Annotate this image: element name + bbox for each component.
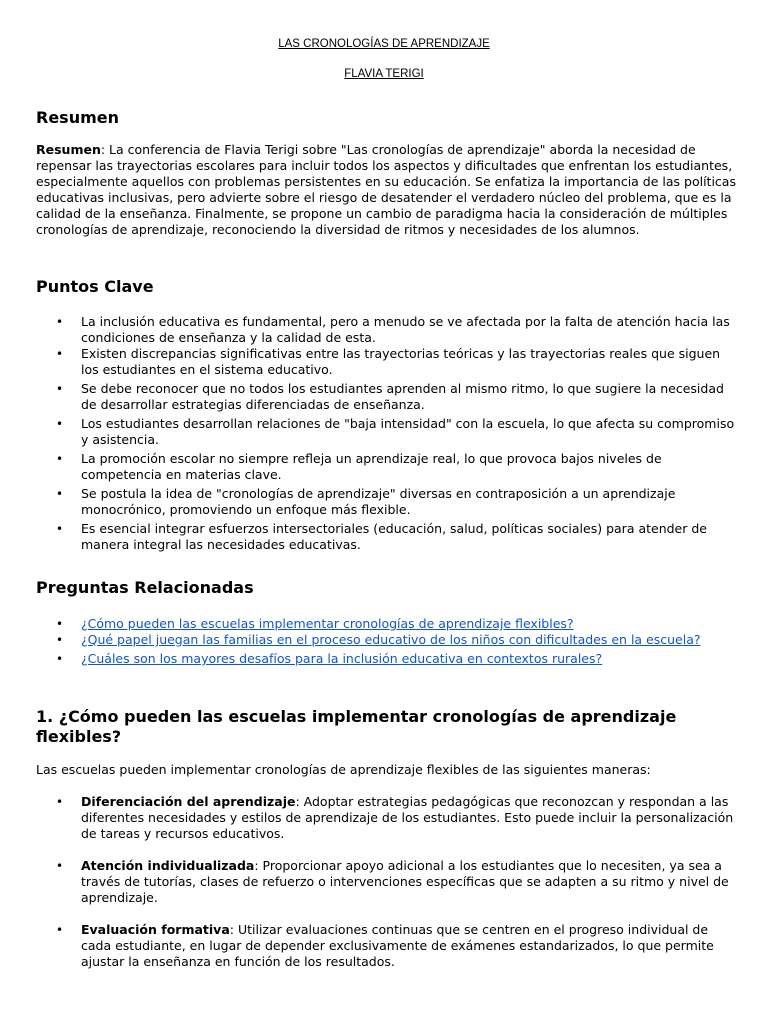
item-term: Evaluación formativa bbox=[81, 922, 230, 937]
related-questions-heading: Preguntas Relacionadas bbox=[36, 578, 254, 597]
bullet-icon: • bbox=[56, 795, 64, 809]
bullet-icon: • bbox=[56, 382, 64, 396]
bullet-icon: • bbox=[56, 923, 64, 937]
bullet-icon: • bbox=[56, 859, 64, 873]
item-term: Atención individualizada bbox=[81, 858, 255, 873]
list-item: • Los estudiantes desarrollan relaciones de "baja intensidad" con la escuela, lo que afecta su compromiso y asistencia. bbox=[56, 416, 735, 447]
bullet-icon: • bbox=[56, 347, 64, 361]
bullet-icon: • bbox=[56, 652, 64, 666]
list-item: • Diferenciación del aprendizaje: Adoptar estrategias pedagógicas que reconozcan y respondan a las diferentes necesidades y estilos de aprendizaje de los estudiantes. Esto puede incluir la personalización de tareas y recursos educativos. bbox=[56, 794, 734, 841]
key-points-heading: Puntos Clave bbox=[36, 277, 154, 296]
related-question-link[interactable]: ¿Cuáles son los mayores desafíos para la inclusión educativa en contextos rurales? bbox=[81, 651, 603, 666]
question-1-intro: Las escuelas pueden implementar cronologías de aprendizaje flexibles de las siguientes maneras: bbox=[36, 762, 651, 777]
list-item: • La inclusión educativa es fundamental, pero a menudo se ve afectada por la falta de atención hacia las condiciones de enseñanza y la calidad de esta. bbox=[56, 314, 730, 345]
document-author: FLAVIA TERIGI bbox=[344, 68, 424, 80]
list-item: • La promoción escolar no siempre refleja un aprendizaje real, lo que provoca bajos niveles de competencia en materias clave. bbox=[56, 451, 662, 482]
list-item: • Se postula la idea de "cronologías de aprendizaje" diversas en contraposición a un aprendizaje monocrónico, promoviendo un enfoque más flexible. bbox=[56, 486, 676, 517]
bullet-icon: • bbox=[56, 315, 64, 329]
list-item: • Evaluación formativa: Utilizar evaluaciones continuas que se centren en el progreso individual de cada estudiante, en lugar de depender exclusivamente de exámenes estandarizados, lo que permite ajustar la enseñanza en función de los resultados. bbox=[56, 922, 714, 969]
bullet-icon: • bbox=[56, 487, 64, 501]
question-1-list bbox=[36, 794, 736, 970]
related-question-link[interactable]: ¿Cómo pueden las escuelas implementar cronologías de aprendizaje flexibles? bbox=[81, 616, 574, 631]
list-item: • Se debe reconocer que no todos los estudiantes aprenden al mismo ritmo, lo que sugiere la necesidad de desarrollar estrategias diferenciadas de enseñanza. bbox=[56, 381, 724, 412]
list-item: • Es esencial integrar esfuerzos intersectoriales (educación, salud, políticas sociales) para atender de manera integral las necesidades educativas. bbox=[56, 521, 707, 552]
item-term: Diferenciación del aprendizaje bbox=[81, 794, 296, 809]
bullet-icon: • bbox=[56, 633, 64, 647]
document-title: LAS CRONOLOGÍAS DE APRENDIZAJE bbox=[278, 38, 490, 50]
list-item: • Existen discrepancias significativas entre las trayectorias teóricas y las trayectorias reales que siguen los estudiantes en el sistema educativo. bbox=[56, 346, 721, 377]
bullet-icon: • bbox=[56, 452, 64, 466]
summary-paragraph bbox=[36, 142, 736, 238]
related-question-link[interactable]: ¿Qué papel juegan las familias en el proceso educativo de los niños con dificultades en la escuela? bbox=[81, 632, 701, 647]
bullet-icon: • bbox=[56, 522, 64, 536]
summary-lead: Resumen bbox=[36, 142, 101, 157]
list-item bbox=[36, 632, 736, 648]
list-item bbox=[36, 616, 736, 632]
summary-heading: Resumen bbox=[36, 108, 119, 127]
summary-text: : La conferencia de Flavia Terigi sobre "Las cronologías de aprendizaje" aborda la necesidad de repensar las trayectorias escolares para incluir todos los aspectos y dificultades que enfrentan los estudiantes, especialmente aquellos con problemas persistentes en su educación. Se enfatiza la importancia de las políticas educativas inclusivas, pero advierte sobre el riesgo de desatender el verdadero núcleo del problema, que es la calidad de la enseñanza. Finalmente, se propone un cambio de paradigma hacia la consideración de múltiples cronologías de aprendizaje, reconociendo la diversidad de ritmos y necesidades de los alumnos. bbox=[36, 142, 736, 237]
list-item: • Atención individualizada: Proporcionar apoyo adicional a los estudiantes que lo necesiten, ya sea a través de tutorías, clases de refuerzo o intervenciones específicas que se adapten a su ritmo y nivel de aprendizaje. bbox=[56, 858, 729, 905]
related-questions-list bbox=[36, 616, 736, 667]
bullet-icon: • bbox=[56, 617, 64, 631]
list-item bbox=[36, 651, 736, 667]
question-1-heading: 1. ¿Cómo pueden las escuelas implementar cronologías de aprendizaje flexibles? bbox=[36, 707, 677, 746]
bullet-icon: • bbox=[56, 417, 64, 431]
key-points-list bbox=[36, 314, 736, 553]
